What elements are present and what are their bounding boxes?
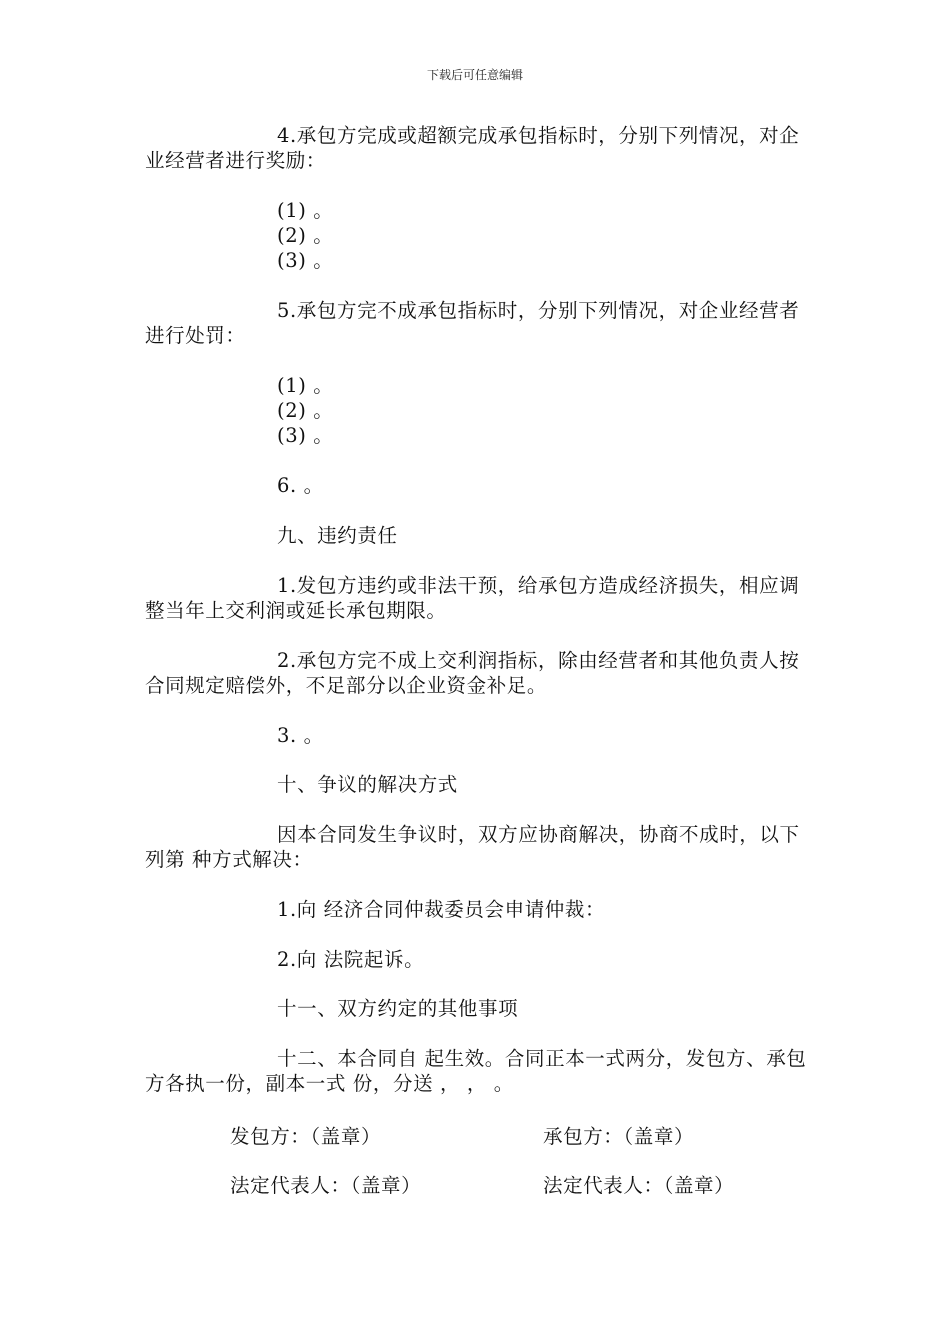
clause-10: 因本合同发生争议时，双方应协商解决，协商不成时，以下列第 种方式解决：	[145, 823, 800, 871]
list-item: (2) 。	[277, 399, 334, 422]
section-heading-12: 十二、本合同自 起生效。合同正本一式两分，发包方、承包方各执一份，副本一式 份，分送 ， ， 。	[145, 1047, 807, 1095]
clause-4	[145, 123, 810, 173]
clause-9-3: 3. 。	[277, 724, 324, 747]
list-item: (3) 。	[277, 424, 334, 447]
clause-5-text: 5.承包方完不成承包指标时，分别下列情况，对企业经营者进行处罚：	[145, 299, 800, 347]
page-header-note: 下载后可任意编辑	[426, 68, 523, 82]
list-item: (2) 。	[277, 224, 334, 247]
signature-party-b: 承包方：（盖章）	[543, 1125, 695, 1148]
clause-4-text: 4.承包方完成或超额完成承包指标时，分别下列情况，对企业经营者进行奖励：	[145, 124, 800, 172]
signature-rep-b: 法定代表人：（盖章）	[543, 1174, 735, 1197]
signature-party-a: 发包方：（盖章）	[230, 1125, 382, 1148]
list-item: (1) 。	[277, 374, 334, 397]
list-item: (1) 。	[277, 199, 334, 222]
list-item: (3) 。	[277, 249, 334, 272]
signature-rep-a: 法定代表人：（盖章）	[230, 1174, 422, 1197]
clause-6: 6. 。	[277, 474, 324, 497]
clause-5-items	[145, 373, 810, 448]
section-heading-10: 十、争议的解决方式	[277, 773, 458, 796]
clause-10-2: 2.向 法院起诉。	[277, 948, 425, 971]
clause-4-items	[145, 198, 810, 273]
section-heading-9: 九、违约责任	[277, 524, 398, 547]
section-heading-11: 十一、双方约定的其他事项	[277, 997, 519, 1020]
clause-10-1: 1.向 经济合同仲裁委员会申请仲裁：	[277, 898, 606, 921]
clause-5	[145, 298, 810, 348]
clause-9-2: 2.承包方完不成上交利润指标，除由经营者和其他负责人按合同规定赔偿外，不足部分以企业资金补足。	[145, 649, 800, 697]
clause-9-1: 1.发包方违约或非法干预，给承包方造成经济损失，相应调整当年上交利润或延长承包期限。	[145, 574, 800, 622]
